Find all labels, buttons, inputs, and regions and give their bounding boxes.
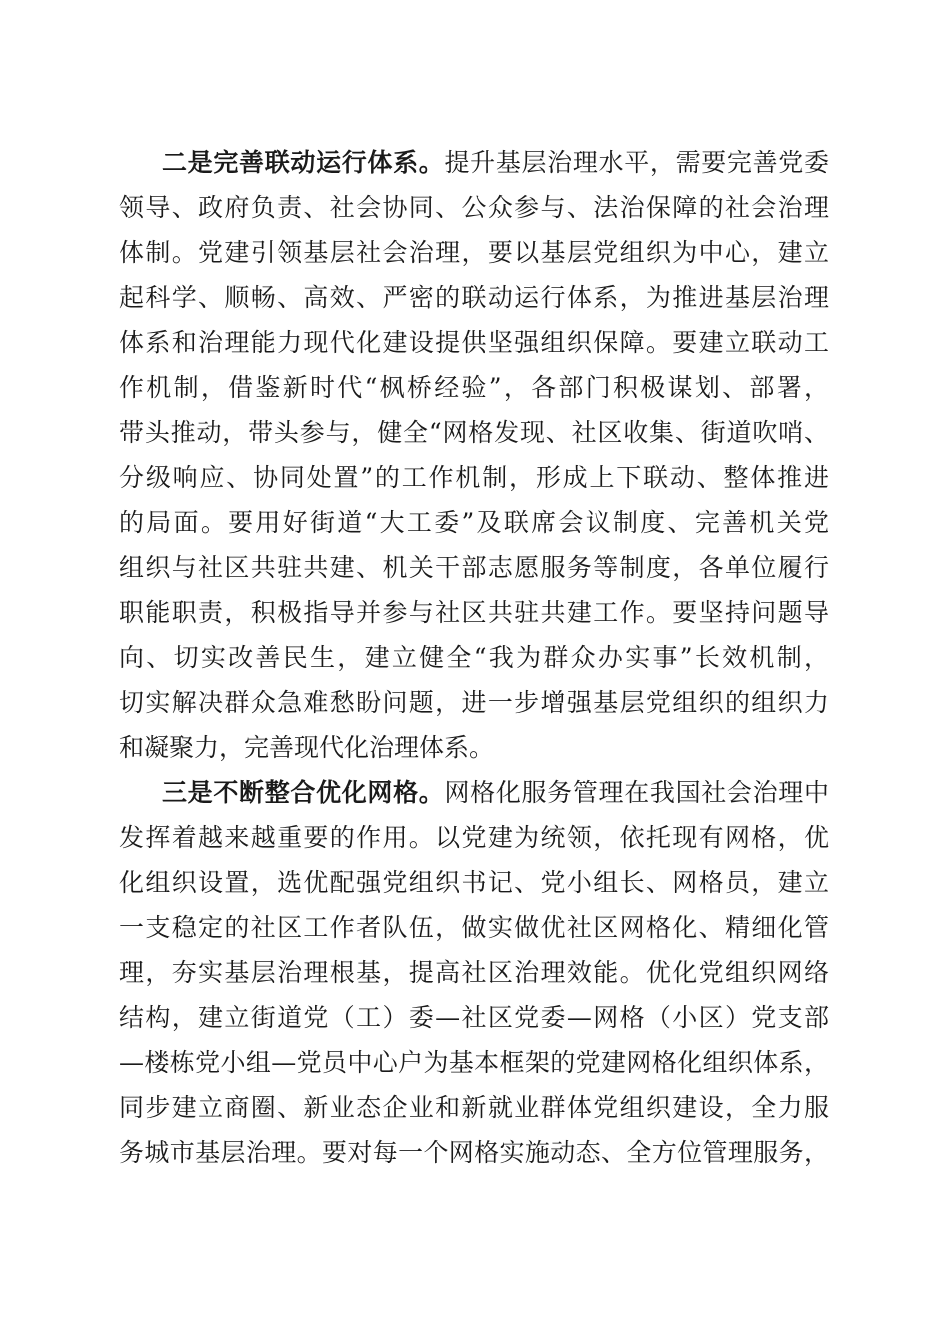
paragraph-1-line-14: 和凝聚力，完善现代化治理体系。 <box>119 733 495 762</box>
paragraph-2-line-1 <box>162 770 829 816</box>
paragraph-2-line-8: 同步建立商圈、新业态企业和新就业群体党组织建设，全力服 <box>119 1093 829 1122</box>
paragraph-2-line-5: 理，夯实基层治理根基，提高社区治理效能。优化党组织网络 <box>119 958 829 987</box>
paragraph-1-text: 提升基层治理水平，需要完善党委 <box>444 148 829 177</box>
paragraph-2-line-7: —楼栋党小组—党员中心户为基本框架的党建网格化组织体系， <box>119 1048 829 1077</box>
paragraph-1-line-10: 组织与社区共驻共建、机关干部志愿服务等制度，各单位履行 <box>119 553 829 582</box>
paragraph-1-line-11: 职能职责，积极指导并参与社区共驻共建工作。要坚持问题导 <box>119 598 829 627</box>
paragraph-2-line-3: 化组织设置，选优配强党组织书记、党小组长、网格员，建立 <box>119 868 829 897</box>
paragraph-2-lead: 三是不断整合优化网格。 <box>162 778 445 807</box>
paragraph-2-line-4: 一支稳定的社区工作者队伍，做实做优社区网格化、精细化管 <box>119 913 829 942</box>
paragraph-1-line-4: 起科学、顺畅、高效、严密的联动运行体系，为推进基层治理 <box>119 283 829 312</box>
paragraph-2-line-6: 结构，建立街道党（工）委—社区党委—网格（小区）党支部 <box>119 1003 829 1032</box>
paragraph-1-line-8: 分级响应、协同处置”的工作机制，形成上下联动、整体推进 <box>119 463 829 492</box>
paragraph-1-line-7: 带头推动，带头参与，健全“网格发现、社区收集、街道吹哨、 <box>119 418 829 447</box>
paragraph-2-line-2: 发挥着越来越重要的作用。以党建为统领，依托现有网格，优 <box>119 823 829 852</box>
paragraph-1-line-12: 向、切实改善民生，建立健全“我为群众办实事”长效机制， <box>119 643 829 672</box>
paragraph-1-lead: 二是完善联动运行体系。 <box>162 148 445 177</box>
paragraph-1-line-2: 领导、政府负责、社会协同、公众参与、法治保障的社会治理 <box>119 193 829 222</box>
paragraph-1-line-5: 体系和治理能力现代化建设提供坚强组织保障。要建立联动工 <box>119 328 829 357</box>
paragraph-2-line-9: 务城市基层治理。要对每一个网格实施动态、全方位管理服务， <box>119 1138 829 1167</box>
paragraph-2-text: 网格化服务管理在我国社会治理中 <box>444 778 829 807</box>
paragraph-1-line-3: 体制。党建引领基层社会治理，要以基层党组织为中心，建立 <box>119 238 829 267</box>
paragraph-1-line-13: 切实解决群众急难愁盼问题，进一步增强基层党组织的组织力 <box>119 688 829 717</box>
paragraph-1-line-1 <box>162 140 829 186</box>
paragraph-1-line-6: 作机制，借鉴新时代“枫桥经验”，各部门积极谋划、部署， <box>119 373 829 402</box>
paragraph-1-line-9: 的局面。要用好街道“大工委”及联席会议制度、完善机关党 <box>119 508 829 537</box>
